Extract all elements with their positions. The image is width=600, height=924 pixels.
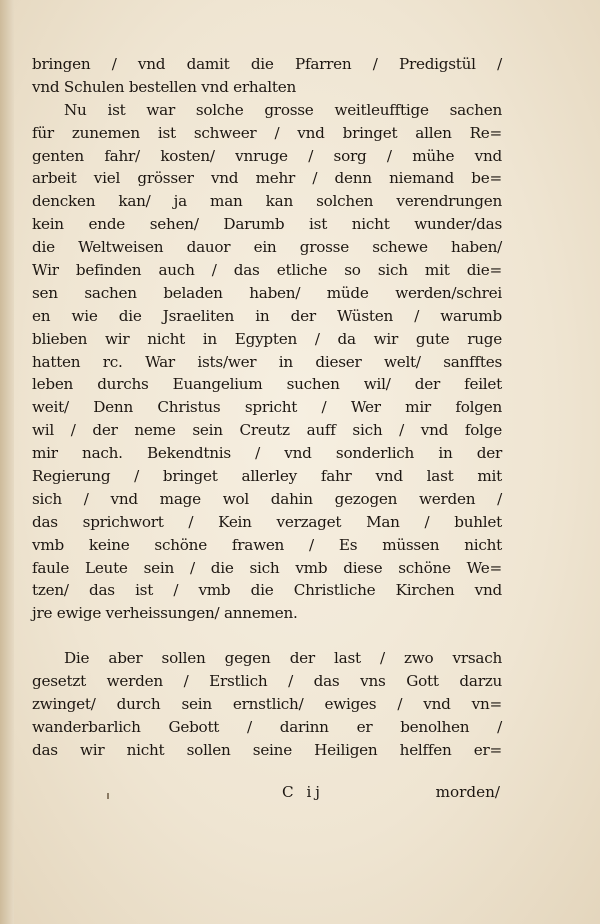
text-line: tzen/ das ist / vmb die Christliche Kirchen vnd <box>32 581 502 600</box>
printer-mark <box>107 793 109 799</box>
text-line: wanderbarlich Gebott / darinn er benolhen / <box>32 717 502 736</box>
text-line: bringen / vnd damit die Pfarren / Predigstül / <box>32 55 502 73</box>
text-line: die Weltweisen dauor ein grosse schewe haben/ <box>32 238 502 257</box>
text-line: vmb keine schöne frawen / Es müssen nicht <box>32 535 502 554</box>
main-text-block <box>32 53 502 762</box>
text-line: Nu ist war solche grosse weitleufftige sachen <box>64 100 502 119</box>
text-line: sen sachen beladen haben/ müde werden/schrei <box>32 283 502 302</box>
text-line: vnd Schulen bestellen vnd erhalten <box>32 77 296 96</box>
text-line: faule Leute sein / die sich vmb diese schöne We= <box>32 558 502 577</box>
text-line: genten fahr/ kosten/ vnruge / sorg / mühe vnd <box>32 146 502 165</box>
text-line: hatten rc. War ists/wer in dieser welt/ sanfftes <box>32 352 502 371</box>
text-line: wil / der neme sein Creutz auff sich / vnd folge <box>32 421 502 440</box>
text-line: weit/ Denn Christus spricht / Wer mir folgen <box>32 398 502 417</box>
text-line: leben durchs Euangelium suchen wil/ der feilet <box>32 375 502 394</box>
text-line: dencken kan/ ja man kan solchen verendrungen <box>32 192 502 211</box>
paragraph-gap <box>32 625 502 647</box>
text-line: zwinget/ durch sein ernstlich/ ewiges / vnd vn= <box>32 695 502 714</box>
text-line: Regierung / bringet allerley fahr vnd last mit <box>32 467 502 486</box>
text-line: gesetzt werden / Erstlich / das vns Gott darzu <box>32 672 502 691</box>
page-edge-shadow <box>0 0 14 924</box>
text-line: das wir nicht sollen seine Heiligen helffen er= <box>32 740 502 759</box>
catchword: morden/ <box>435 783 500 801</box>
text-line: en wie die Jsraeliten in der Wüsten / warumb <box>32 306 502 325</box>
text-line: kein ende sehen/ Darumb ist nicht wunder/das <box>32 215 502 234</box>
signature-mark: C ij <box>282 783 325 801</box>
text-line: Die aber sollen gegen der last / zwo vrsach <box>64 649 502 668</box>
text-line: für zunemen ist schweer / vnd bringet allen Re= <box>32 123 502 142</box>
text-line: jre ewige verheissungen/ annemen. <box>32 604 298 623</box>
text-line: arbeit viel grösser vnd mehr / denn niemand be= <box>32 169 502 188</box>
text-line: sich / vnd mage wol dahin gezogen werden / <box>32 489 502 508</box>
text-line: Wir befinden auch / das etliche so sich mit die= <box>32 261 502 280</box>
text-line: das sprichwort / Kein verzaget Man / buhlet <box>32 512 502 531</box>
page-footer <box>32 783 502 807</box>
text-line: mir nach. Bekendtnis / vnd sonderlich in der <box>32 444 502 463</box>
text-line: blieben wir nicht in Egypten / da wir gute ruge <box>32 329 502 348</box>
